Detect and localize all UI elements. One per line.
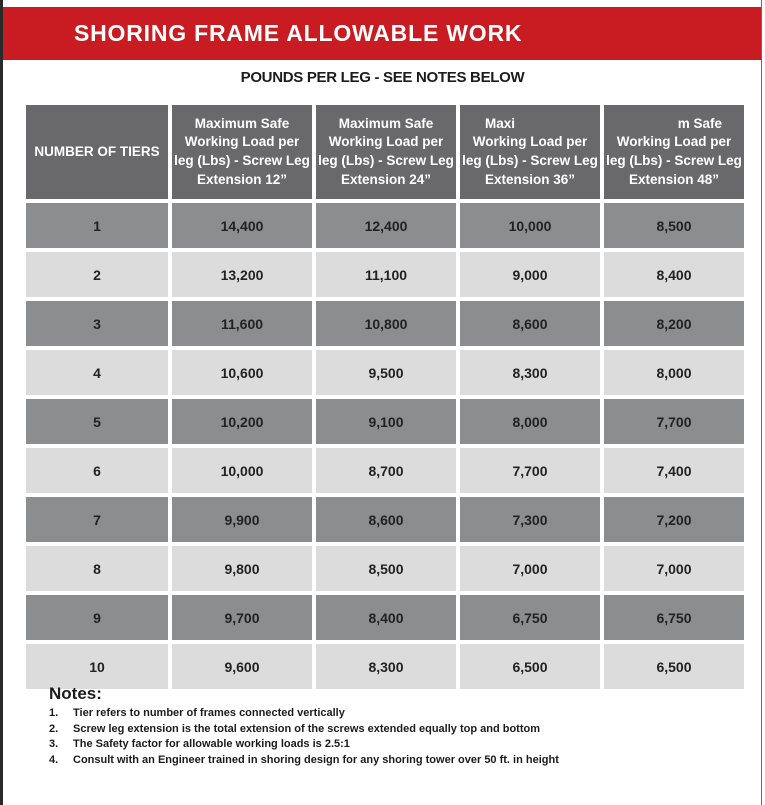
load-cell: 6,750 [460,595,600,640]
load-cell: 14,400 [172,203,312,248]
load-cell: 11,100 [316,252,456,297]
notes-section [49,684,559,768]
load-cell: 8,000 [604,350,744,395]
table-row [26,644,744,689]
load-cell: 8,600 [316,497,456,542]
load-cell: 6,500 [604,644,744,689]
load-cell: 7,300 [460,497,600,542]
note-item: 1. Tier refers to number of frames connected vertically [49,707,345,719]
tier-cell: 8 [26,546,168,591]
load-cell: 13,200 [172,252,312,297]
tier-cell: 10 [26,644,168,689]
tier-cell: 5 [26,399,168,444]
load-cell: 10,000 [172,448,312,493]
load-cell: 8,300 [460,350,600,395]
load-cell: 7,700 [604,399,744,444]
load-cell: 11,600 [172,301,312,346]
table-row [26,301,744,346]
load-cell: 7,200 [604,497,744,542]
tier-cell: 4 [26,350,168,395]
tier-cell: 9 [26,595,168,640]
load-cell: 6,750 [604,595,744,640]
load-cell: 9,500 [316,350,456,395]
load-cell: 7,000 [604,546,744,591]
table-row [26,448,744,493]
load-cell: 9,100 [316,399,456,444]
load-cell: 8,000 [460,399,600,444]
load-cell: 10,800 [316,301,456,346]
load-cell: 8,700 [316,448,456,493]
table-row [26,595,744,640]
load-cell: 10,000 [460,203,600,248]
table-row [26,203,744,248]
note-item: 3. The Safety factor for allowable working loads is 2.5:1 [49,738,350,750]
table-row [26,497,744,542]
header-extension-48: m Safe Working Load per leg (Lbs) - Screw Leg Extension 48” [604,105,744,199]
load-cell: 9,700 [172,595,312,640]
table-row [26,399,744,444]
load-cell: 9,600 [172,644,312,689]
tier-cell: 1 [26,203,168,248]
table-body [26,203,744,689]
load-cell: 9,000 [460,252,600,297]
table-subtitle: POUNDS PER LEG - SEE NOTES BELOW [240,69,525,86]
header-row [26,105,744,199]
page-title: SHORING FRAME ALLOWABLE WORK [74,20,523,46]
tier-cell: 6 [26,448,168,493]
left-border [0,0,3,805]
tier-cell: 7 [26,497,168,542]
load-cell: 8,300 [316,644,456,689]
note-item: 4. Consult with an Engineer trained in shoring design for any shoring tower over 50 ft. in height [49,753,559,766]
load-cell: 7,700 [460,448,600,493]
load-cell: 7,000 [460,546,600,591]
table-row [26,252,744,297]
right-border [761,0,762,805]
load-cell: 8,200 [604,301,744,346]
load-cell: 9,800 [172,546,312,591]
load-cell: 8,500 [604,203,744,248]
load-cell: 8,400 [316,595,456,640]
notes-title: Notes: [49,684,102,703]
load-cell: 8,600 [460,301,600,346]
load-cell: 8,500 [316,546,456,591]
load-cell: 12,400 [316,203,456,248]
table-row [26,546,744,591]
header-number-of-tiers: NUMBER OF TIERS [26,105,168,199]
header-extension-36: Maxi Working Load per leg (Lbs) - Screw Leg Extension 36” [460,105,600,199]
load-cell: 9,900 [172,497,312,542]
tier-cell: 3 [26,301,168,346]
title-banner [3,7,761,60]
load-table [22,101,748,693]
tier-cell: 2 [26,252,168,297]
load-cell: 8,400 [604,252,744,297]
header-extension-12: Maximum Safe Working Load per leg (Lbs) - Screw Leg Extension 12” [172,105,312,199]
table-row [26,350,744,395]
load-cell: 6,500 [460,644,600,689]
note-item: 2. Screw leg extension is the total extension of the screws extended equally top and bottom [49,722,540,735]
header-extension-24: Maximum Safe Working Load per leg (Lbs) - Screw Leg Extension 24” [316,105,456,199]
load-cell: 10,200 [172,399,312,444]
load-cell: 7,400 [604,448,744,493]
load-cell: 10,600 [172,350,312,395]
